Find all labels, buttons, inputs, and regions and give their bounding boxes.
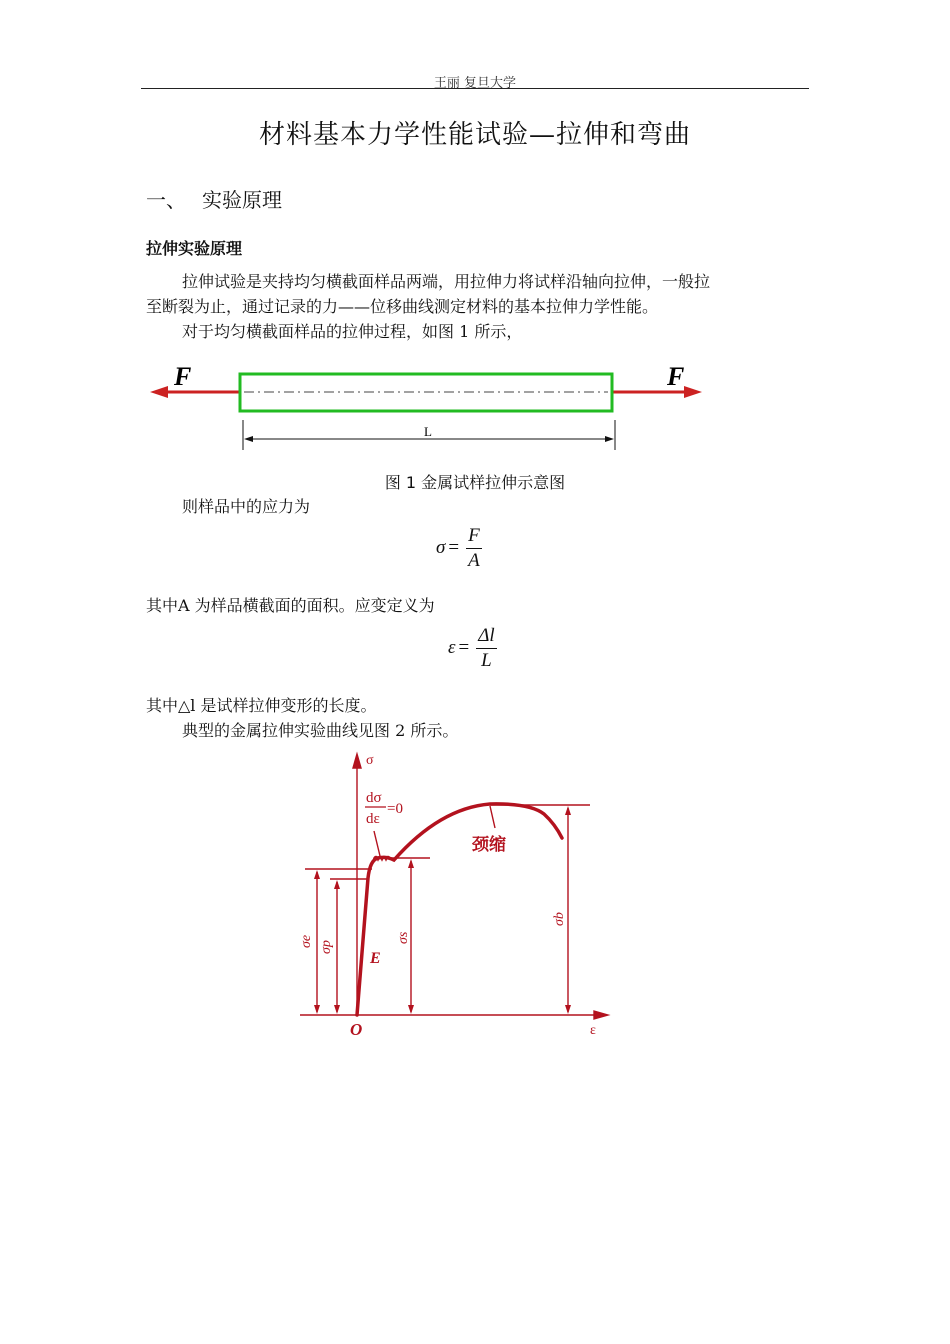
force-label-right: F (667, 362, 685, 391)
arrow-up (334, 880, 340, 889)
document-title: 材料基本力学性能试验—拉伸和弯曲 (258, 120, 691, 150)
derivative-denominator: dε (366, 811, 380, 827)
stress-numerator: F (466, 524, 482, 549)
stress-formula (436, 524, 482, 573)
dimension-arrow-right (605, 436, 614, 442)
sigma-p-label: σp (319, 940, 334, 954)
subsection-heading: 拉伸实验原理 (146, 239, 243, 258)
paragraph-4: 其中A 为样品横截面的面积。应变定义为 (146, 596, 435, 615)
dimension-arrow-left (244, 436, 253, 442)
stress-strain-curve (357, 804, 562, 1015)
figure-2-stress-strain-curve (290, 748, 620, 1048)
paragraph-1-line-2: 至断裂为止，通过记录的力——位移曲线测定材料的基本拉伸力学性能。 (146, 297, 659, 316)
stress-denominator: A (468, 550, 480, 571)
section-heading (146, 184, 282, 213)
sigma-s-label: σs (396, 931, 411, 944)
page-header: 王丽 复旦大学 (433, 76, 517, 91)
figure-1-specimen-diagram (140, 355, 720, 455)
strain-denominator: L (481, 650, 492, 671)
strain-numerator: Δl (476, 624, 496, 649)
arrow-down (408, 1005, 414, 1014)
arrow-up (565, 806, 571, 815)
paragraph-1-line-1: 拉伸试验是夹持均匀横截面样品两端，用拉伸力将试样沿轴向拉伸，一般拉 (182, 272, 711, 291)
derivative-equals-zero: =0 (387, 801, 403, 817)
force-arrow-right-head (684, 386, 702, 398)
stress-fraction (466, 524, 482, 573)
x-axis-arrowhead (594, 1011, 608, 1019)
arrow-down (314, 1005, 320, 1014)
sigma-b-label: σb (552, 912, 567, 926)
necking-pointer (490, 806, 495, 828)
strain-fraction (476, 624, 496, 673)
force-label-left: F (174, 362, 192, 391)
figure-1-caption: 图 1 金属试样拉伸示意图 (384, 473, 566, 492)
derivative-numerator: dσ (366, 790, 382, 806)
paragraph-5: 其中△l 是试样拉伸变形的长度。 (146, 696, 377, 715)
necking-label: 颈缩 (472, 835, 506, 854)
strain-formula (448, 624, 497, 673)
equals-sign: = (458, 636, 470, 658)
sigma-e-label: σe (299, 934, 314, 948)
stress-symbol: σ (436, 536, 446, 558)
length-label: L (424, 424, 432, 439)
strain-symbol: ε (448, 636, 456, 658)
paragraph-6: 典型的金属拉伸实验曲线见图 2 所示。 (182, 721, 459, 740)
force-arrow-left-head (150, 386, 168, 398)
section-number: 一、 (146, 188, 186, 212)
y-axis-label: σ (366, 753, 374, 768)
x-axis-label: ε (590, 1023, 596, 1038)
modulus-label: E (370, 950, 381, 967)
paragraph-3: 则样品中的应力为 (182, 497, 311, 516)
arrow-up (408, 859, 414, 868)
y-axis-arrowhead (353, 754, 361, 768)
arrow-up (314, 870, 320, 879)
arrow-down (334, 1005, 340, 1014)
header-rule (141, 88, 809, 89)
paragraph-2: 对于均匀横截面样品的拉伸过程，如图 1 所示， (182, 322, 523, 341)
equals-sign: = (448, 536, 460, 558)
arrow-down (565, 1005, 571, 1014)
derivative-pointer (374, 831, 380, 856)
origin-label: O (350, 1020, 363, 1039)
section-title: 实验原理 (202, 188, 282, 212)
